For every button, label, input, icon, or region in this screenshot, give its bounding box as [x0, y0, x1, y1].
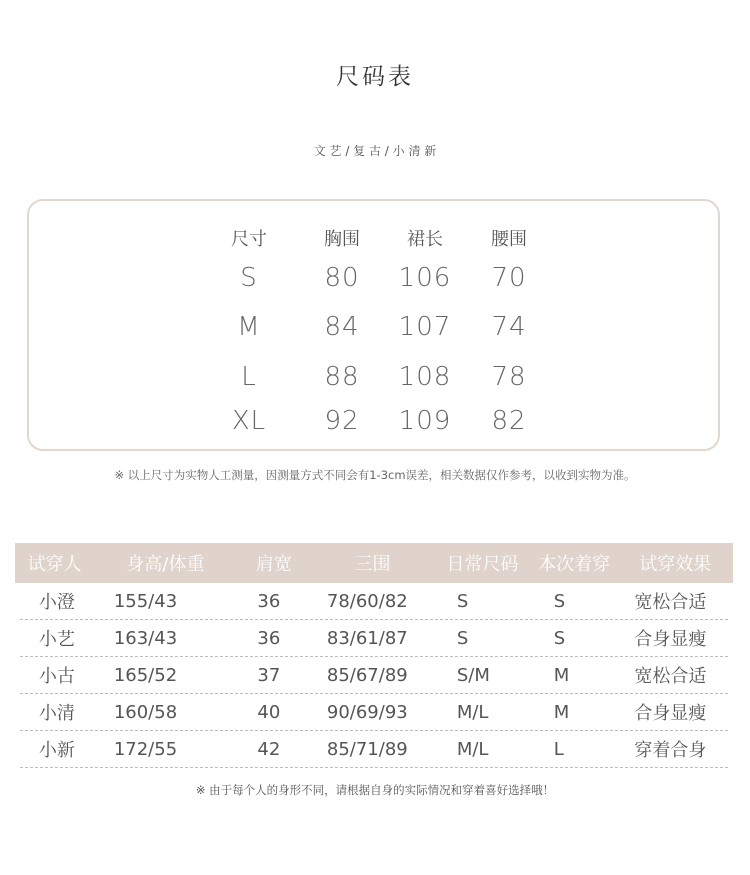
size-header: 胸围 — [324, 229, 360, 250]
subtitle: 文 艺 / 复 古 / 小 清 新 — [313, 144, 437, 158]
size-chart-grid — [29, 201, 718, 449]
size-cell: 107 — [398, 312, 452, 342]
tryon-worn-size: S — [553, 590, 566, 612]
tryon-worn-size: L — [553, 738, 564, 760]
tryon-shoulder: 37 — [257, 664, 281, 686]
tryon-measurements: 83/61/87 — [326, 627, 408, 649]
size-cell: L — [241, 362, 257, 392]
tryon-measurements: 90/69/93 — [326, 701, 408, 723]
tryon-name: 小新 — [38, 740, 75, 761]
tryon-usual-size: S/M — [456, 664, 490, 686]
tryon-effect: 宽松合适 — [634, 666, 707, 687]
tryon-height-weight: 155/43 — [113, 590, 178, 612]
tryon-measurements: 85/71/89 — [326, 738, 408, 760]
tryon-usual-size: M/L — [456, 738, 489, 760]
table-row — [20, 694, 728, 731]
tryon-header: 肩宽 — [255, 554, 292, 575]
tryon-header: 试穿人 — [27, 554, 82, 575]
size-header: 裙长 — [407, 229, 443, 250]
table-row — [20, 657, 728, 694]
size-note: ※ 以上尺寸为实物人工测量，因测量方式不同会有1-3cm误差，相关数据仅作参考，以收到实物为准。 — [114, 468, 636, 482]
tryon-shoulder: 40 — [257, 701, 281, 723]
tryon-effect: 合身显瘦 — [634, 703, 707, 724]
size-cell: 80 — [324, 263, 360, 293]
tryon-height-weight: 172/55 — [113, 738, 178, 760]
size-cell: XL — [231, 406, 267, 436]
tryon-header: 三围 — [354, 554, 391, 575]
tryon-worn-size: S — [553, 627, 566, 649]
tryon-height-weight: 160/58 — [113, 701, 178, 723]
tryon-usual-size: M/L — [456, 701, 489, 723]
size-cell: 74 — [491, 312, 527, 342]
table-row — [20, 620, 728, 657]
tryon-name: 小清 — [38, 703, 75, 724]
tryon-worn-size: M — [553, 664, 570, 686]
size-cell: 92 — [324, 406, 360, 436]
size-cell: M — [237, 312, 261, 342]
tryon-header-row — [15, 543, 733, 583]
size-cell: 78 — [491, 362, 527, 392]
tryon-header: 本次着穿 — [538, 554, 611, 575]
size-header: 尺寸 — [231, 229, 267, 250]
tryon-shoulder: 36 — [257, 627, 281, 649]
tryon-shoulder: 36 — [257, 590, 281, 612]
tryon-effect: 合身显瘦 — [634, 629, 707, 650]
tryon-header: 日常尺码 — [446, 554, 519, 575]
tryon-height-weight: 165/52 — [113, 664, 178, 686]
tryon-usual-size: S — [456, 627, 469, 649]
tryon-note: ※ 由于每个人的身形不同，请根据自身的实际情况和穿着喜好选择哦！ — [195, 783, 555, 797]
tryon-name: 小古 — [38, 666, 75, 687]
table-row — [20, 731, 728, 768]
tryon-table — [15, 543, 733, 768]
size-cell: 70 — [491, 263, 527, 293]
size-header: 腰围 — [491, 229, 527, 250]
size-cell: 109 — [398, 406, 452, 436]
size-cell: 106 — [398, 263, 452, 293]
size-cell: S — [240, 263, 258, 293]
tryon-header: 试穿效果 — [639, 554, 712, 575]
page-title: 尺码表 — [336, 64, 414, 90]
table-row — [20, 583, 728, 620]
tryon-usual-size: S — [456, 590, 469, 612]
tryon-shoulder: 42 — [257, 738, 281, 760]
size-cell: 82 — [491, 406, 527, 436]
tryon-height-weight: 163/43 — [113, 627, 178, 649]
tryon-name: 小艺 — [38, 629, 75, 650]
tryon-header: 身高/体重 — [126, 554, 205, 575]
tryon-worn-size: M — [553, 701, 570, 723]
tryon-name: 小澄 — [38, 592, 75, 613]
tryon-effect: 宽松合适 — [634, 592, 707, 613]
tryon-measurements: 78/60/82 — [326, 590, 408, 612]
size-cell: 88 — [324, 362, 360, 392]
tryon-effect: 穿着合身 — [634, 740, 707, 761]
size-cell: 84 — [324, 312, 360, 342]
size-cell: 108 — [398, 362, 452, 392]
size-chart-box — [27, 199, 720, 451]
tryon-measurements: 85/67/89 — [326, 664, 408, 686]
